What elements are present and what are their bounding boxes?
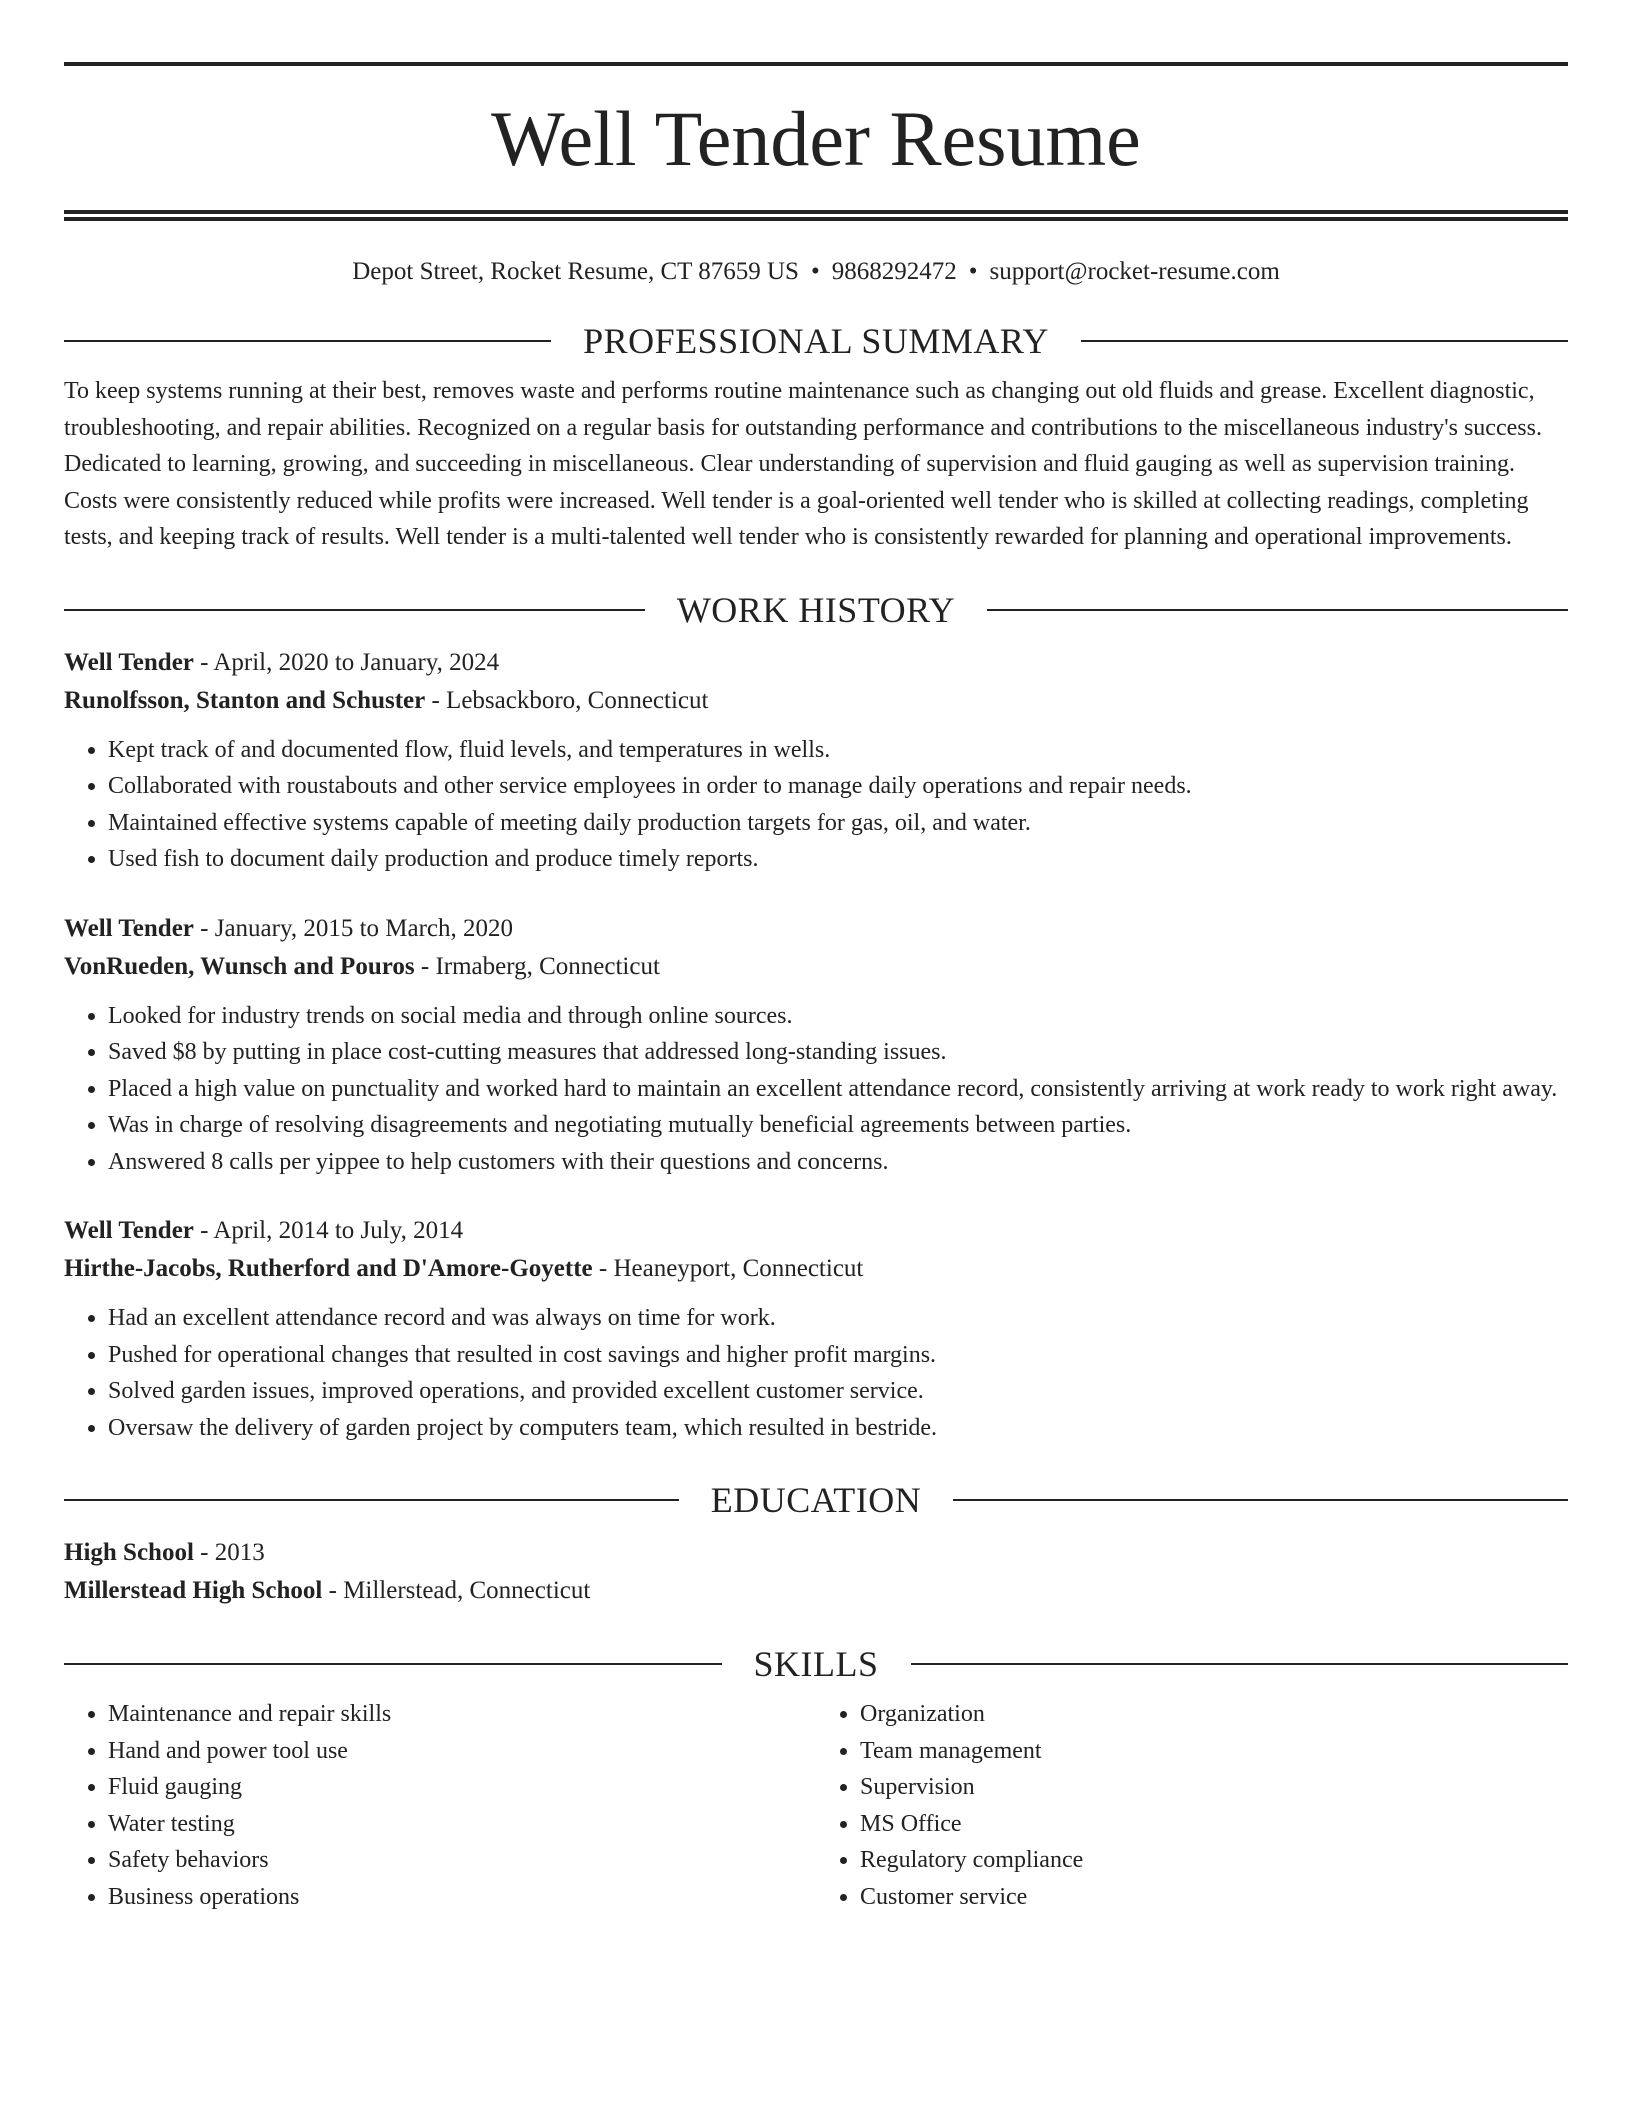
education-degree: High School <box>64 1539 194 1566</box>
job-title: Well Tender <box>64 648 194 676</box>
list-item: • Fluid gauging <box>108 1769 816 1806</box>
education-location: - Millerstead, Connecticut <box>322 1577 591 1604</box>
job-location: - Heaneyport, Connecticut <box>592 1255 864 1282</box>
education-school: Millerstead High School <box>64 1577 323 1604</box>
list-item: • Collaborated with roustabouts and other service employees in order to manage daily operations and repair needs. <box>108 768 1568 805</box>
job-company: VonRueden, Wunsch and Pouros <box>64 952 415 980</box>
section-rule <box>64 609 645 611</box>
contact-line <box>64 257 1568 287</box>
contact-phone: 9868292472 <box>831 258 957 285</box>
list-item: • Safety behaviors <box>108 1842 816 1879</box>
list-item: • Looked for industry trends on social media and through online sources. <box>108 998 1568 1035</box>
list-item: • Solved garden issues, improved operations, and provided excellent customer service. <box>108 1373 1568 1410</box>
job-location: - Irmaberg, Connecticut <box>414 952 660 980</box>
section-rule <box>64 1499 679 1501</box>
contact-separator: • <box>810 258 820 285</box>
list-item: • Was in charge of resolving disagreements and negotiating mutually beneficial agreements between parties. <box>108 1107 1568 1144</box>
job-bullets <box>64 1300 1568 1446</box>
job-company: Hirthe-Jacobs, Rutherford and D'Amore-Goyette <box>64 1255 593 1282</box>
section-title: PROFESSIONAL SUMMARY <box>583 321 1049 361</box>
job-company: Runolfsson, Stanton and Schuster <box>64 686 426 714</box>
section-header-education <box>64 1482 1568 1518</box>
education-school-line <box>64 1572 1568 1610</box>
title-double-rule <box>64 210 1568 221</box>
job-title-line <box>64 644 1568 682</box>
summary-text: To keep systems running at their best, removes waste and performs routine maintenance such as changing out old fluids and grease. Excellent diagnostic, troubleshooting, and repair abilities. Recognized on a regular basis for outstanding performance and contributions to the miscellaneous industry's success. Dedicated to learning, growing, and succeeding in miscellaneous. Clear understanding of supervision and fluid gauging as well as supervision training. Costs were consistently reduced while profits were increased. Well tender is a goal-oriented well tender who is skilled at collecting readings, completing tests, and keeping track of results. Well tender is a multi-talented well tender who is consistently rewarded for planning and operational improvements. <box>64 378 1542 550</box>
list-item: • Water testing <box>108 1806 816 1843</box>
section-rule <box>1081 340 1568 342</box>
job-company-line <box>64 682 1568 720</box>
section-header-summary <box>64 323 1568 359</box>
skills-list-right <box>816 1696 1568 1915</box>
job-company-line <box>64 948 1568 986</box>
list-item: • Maintenance and repair skills <box>108 1696 816 1733</box>
list-item: • Answered 8 calls per yippee to help customers with their questions and concerns. <box>108 1144 1568 1181</box>
section-title: SKILLS <box>753 1644 879 1684</box>
list-item: • Had an excellent attendance record and was always on time for work. <box>108 1300 1568 1337</box>
job-bullets <box>64 732 1568 878</box>
list-item: • Oversaw the delivery of garden project by computers team, which resulted in bestride. <box>108 1410 1568 1447</box>
job-title-line <box>64 1212 1568 1250</box>
section-header-work-history <box>64 589 1568 630</box>
list-item: • Organization <box>860 1696 1568 1733</box>
education-entry <box>64 1534 1568 1610</box>
education-degree-line <box>64 1534 1568 1572</box>
job-dates: - January, 2015 to March, 2020 <box>193 914 514 942</box>
contact-separator: • <box>968 258 978 285</box>
resume-title: Well Tender Resume <box>491 95 1141 182</box>
list-item: • Hand and power tool use <box>108 1733 816 1770</box>
section-title: EDUCATION <box>710 1480 922 1520</box>
list-item: • MS Office <box>860 1806 1568 1843</box>
list-item: • Customer service <box>860 1879 1568 1916</box>
list-item: • Placed a high value on punctuality and worked hard to maintain an excellent attendance record, consistently arriving at work ready to work right away. <box>108 1071 1568 1108</box>
section-rule <box>911 1663 1569 1665</box>
list-item: • Maintained effective systems capable of meeting daily production targets for gas, oil, and water. <box>108 805 1568 842</box>
top-rule <box>64 62 1568 66</box>
job-dates: - April, 2014 to July, 2014 <box>193 1217 464 1244</box>
job-title: Well Tender <box>64 1217 194 1244</box>
job-title-line <box>64 910 1568 948</box>
list-item: • Kept track of and documented flow, fluid levels, and temperatures in wells. <box>108 732 1568 769</box>
list-item: • Regulatory compliance <box>860 1842 1568 1879</box>
section-title: WORK HISTORY <box>676 589 956 630</box>
job-bullets <box>64 998 1568 1181</box>
section-rule <box>64 1663 722 1665</box>
skills-list-left <box>64 1696 816 1915</box>
job-title: Well Tender <box>64 914 194 942</box>
job-dates: - April, 2020 to January, 2024 <box>193 648 500 676</box>
section-header-skills <box>64 1646 1568 1682</box>
list-item: • Supervision <box>860 1769 1568 1806</box>
job-entry <box>64 644 1568 878</box>
list-item: • Saved $8 by putting in place cost-cutting measures that addressed long-standing issues. <box>108 1034 1568 1071</box>
section-rule <box>987 609 1568 611</box>
job-entry <box>64 910 1568 1181</box>
list-item: • Pushed for operational changes that resulted in cost savings and higher profit margins. <box>108 1337 1568 1374</box>
section-rule <box>953 1499 1568 1501</box>
contact-email: support@rocket-resume.com <box>989 258 1280 285</box>
contact-address: Depot Street, Rocket Resume, CT 87659 US <box>352 258 799 285</box>
job-entry <box>64 1212 1568 1446</box>
education-year: - 2013 <box>193 1539 265 1566</box>
job-location: - Lebsackboro, Connecticut <box>425 686 709 714</box>
job-company-line <box>64 1250 1568 1288</box>
list-item: • Business operations <box>108 1879 816 1916</box>
skills-grid <box>64 1696 1568 1915</box>
list-item: • Used fish to document daily production and produce timely reports. <box>108 841 1568 878</box>
section-rule <box>64 340 551 342</box>
list-item: • Team management <box>860 1733 1568 1770</box>
